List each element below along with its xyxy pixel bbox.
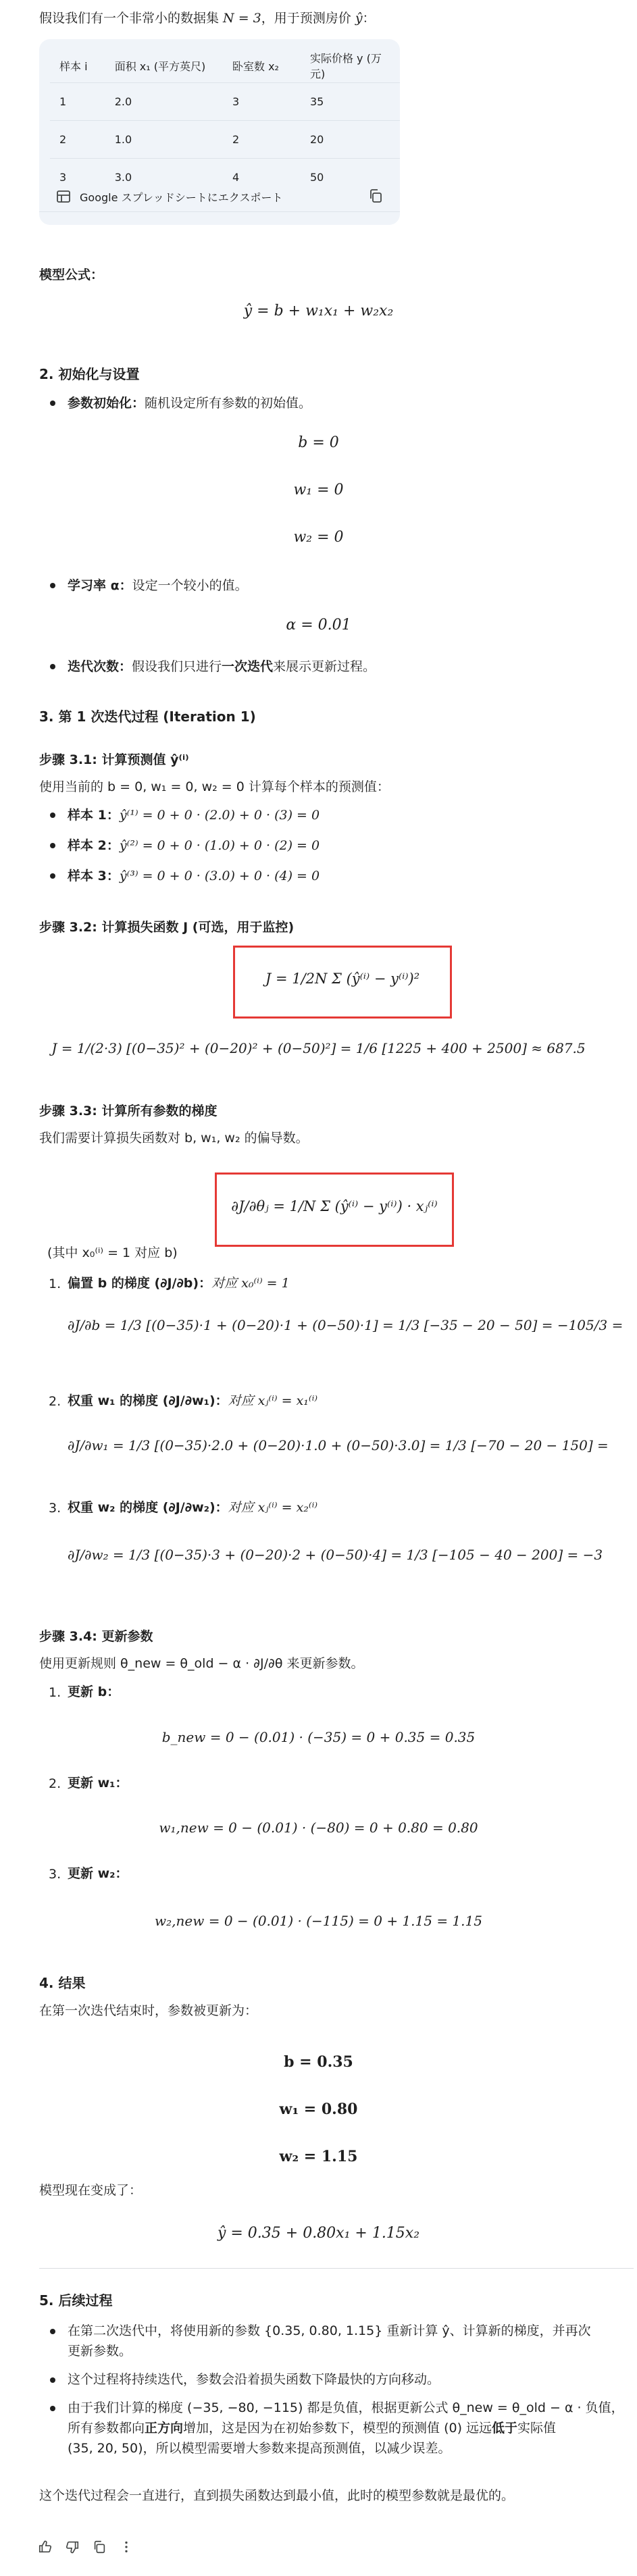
table-cell: 4 [223,159,301,197]
closing-text: 这个迭代过程会一直进行，直到损失函数达到最小值，此时的模型参数就是最优的。 [39,2488,515,2503]
table-header: 样本 i [59,59,88,73]
grad-w2-item [68,1497,317,1518]
text-span: 所有参数都向 [68,2421,145,2436]
iter-label: 迭代次数： [68,659,132,674]
bold-span: 正方向 [145,2421,184,2436]
copy-icon[interactable] [92,2540,107,2554]
eq-b: b = 0 [298,434,339,451]
update-label: 更新 w₂： [68,1866,128,1881]
sample-label: 样本 3： [68,869,120,883]
bullet [50,401,55,406]
table-header: 卧室数 x₂ [232,59,279,73]
sample-expr: ŷ⁽¹⁾ = 0 + 0 · (2.0) + 0 · (3) = 0 [119,808,320,823]
grad-b-expr: ∂J/∂b = 1/3 [(0−35)·1 + (0−20)·1 + (0−50)·1] = 1/3 [−35 − 20 − 50] = −105/3 = [68,1317,623,1333]
intro-colon: ： [362,11,376,26]
table-cell: 3 [50,159,105,197]
intro-text: 假设我们有一个非常小的数据集 [39,11,224,26]
sheets-table-icon [55,188,72,205]
next-step-text: 由于我们计算的梯度 (−35, −80, −115) 都是负值，根据更新公式 θ_new = θ_old − α · 负值， [68,2400,624,2415]
response-actions [38,2540,134,2554]
update-label: 更新 w₁： [68,1776,128,1791]
next-step-text: 更新参数。 [68,2344,132,2359]
list-number: 1. [49,1277,61,1291]
table-header-row [50,49,400,83]
bullet [50,583,55,588]
list-number: 2. [49,1394,61,1409]
table-cell: 2 [50,121,105,159]
list-number: 3. [49,1867,61,1882]
table-cell: 20 [301,121,400,159]
loss-formula: J = 1/2N Σ (ŷ⁽ⁱ⁾ − y⁽ⁱ⁾)² [265,971,420,987]
table-cell: 50 [301,159,400,197]
step-3-3-heading: 步骤 3.3: 计算所有参数的梯度 [39,1104,218,1118]
step-3-2-heading: 步骤 3.2: 计算损失函数 J (可选，用于监控) [39,920,295,935]
lr-label: 学习率 α： [68,578,132,593]
bullet [50,843,55,848]
divider [39,2268,634,2269]
bullet [50,664,55,669]
next-step-item-3 [68,2398,628,2458]
data-table-card [39,39,400,225]
table-row [50,83,400,121]
loss-formula-box [233,946,452,1019]
bullet [50,2406,55,2411]
update-w2-label [68,1863,128,1884]
next-step-text [68,2418,628,2438]
sample-label: 样本 1： [68,808,120,823]
next-step-item-2: 这个过程将持续迭代，参数会沿着损失函数下降最快的方向移动。 [68,2372,440,2387]
param-init-item [68,393,311,413]
list-number: 1. [49,1685,61,1700]
result-w1: w₁ = 0.80 [279,2101,358,2118]
update-w1-expr: w₁,new = 0 − (0.01) · (−80) = 0 + 0.80 = 0.80 [159,1820,478,1836]
bold-span: 低于 [492,2421,518,2436]
bullet [50,2329,55,2334]
eq-w2: w₂ = 0 [293,529,344,546]
intro-line [39,8,376,28]
section-4-heading: 4. 结果 [39,1975,86,1991]
gradient-formula: ∂J/∂θⱼ = 1/N Σ (ŷ⁽ⁱ⁾ − y⁽ⁱ⁾) · xⱼ⁽ⁱ⁾ [231,1198,438,1214]
iter-text-bold: 一次迭代 [222,659,274,674]
gradient-note: (其中 x₀⁽ⁱ⁾ = 1 对应 b) [47,1245,178,1260]
grad-hint: 对应 xⱼ⁽ⁱ⁾ = x₁⁽ⁱ⁾ [228,1393,318,1408]
section-2-heading: 2. 初始化与设置 [39,366,140,382]
intro-text-after: ，用于预测房价 [261,11,355,26]
list-number: 3. [49,1501,61,1516]
table-cell: 35 [301,83,400,121]
yhat-symbol: ŷ [355,11,363,26]
update-w1-label [68,1773,128,1793]
update-b-expr: b_new = 0 − (0.01) · (−35) = 0 + 0.35 = 0.35 [161,1729,476,1745]
thumb-down-icon[interactable] [65,2540,80,2554]
sample-expr: ŷ⁽²⁾ = 0 + 0 · (1.0) + 0 · (2) = 0 [119,838,320,853]
table-header: 实际价格 y (万元) [309,52,382,80]
bullet [50,813,55,818]
update-w2-expr: w₂,new = 0 − (0.01) · (−115) = 0 + 1.15 = 1.15 [155,1913,482,1929]
iterations-item [68,656,376,677]
copy-icon [367,188,384,204]
thumb-up-icon[interactable] [38,2540,53,2554]
grad-label: 权重 w₂ 的梯度 (∂J/∂w₂)： [68,1500,228,1515]
eq-alpha: α = 0.01 [286,617,351,634]
learning-rate-item [68,575,248,596]
param-init-text: 随机设定所有参数的初始值。 [145,396,312,411]
model-now-text: 模型现在变成了： [39,2183,143,2198]
grad-label: 权重 w₁ 的梯度 (∂J/∂w₁)： [68,1393,228,1408]
table-cell: 3 [223,83,301,121]
step-3-1-heading: 步骤 3.1: 计算预测值 ŷ⁽ⁱ⁾ [39,752,189,767]
export-divider [39,211,400,212]
section-3-heading: 3. 第 1 次迭代过程 (Iteration 1) [39,709,256,725]
grad-w1-item [68,1391,317,1411]
final-model-formula: ŷ = 0.35 + 0.80x₁ + 1.15x₂ [217,2225,420,2242]
bullet [50,873,55,879]
next-step-text: (35, 20, 50)，所以模型需要增大参数来提高预测值，以减少误差。 [68,2441,451,2456]
table-cell: 3.0 [105,159,223,197]
eq-w1: w₁ = 0 [293,482,344,498]
table-cell: 1 [50,83,105,121]
loss-calculation: J = 1/(2·3) [(0−35)² + (0−20)² + (0−50)²] = 1/6 [1225 + 400 + 2500] ≈ 687.5 [51,1040,586,1056]
gradient-formula-box [215,1173,454,1247]
sample-label: 样本 2： [68,838,120,853]
more-icon[interactable] [119,2540,134,2554]
sample-3-item [68,866,320,886]
param-init-label: 参数初始化： [68,396,145,411]
n-expr: N = 3 [223,11,261,26]
section-5-heading: 5. 后续过程 [39,2292,113,2309]
table-cell: 2.0 [105,83,223,121]
next-step-item-1 [68,2321,628,2361]
step-3-4-text: 使用更新规则 θ_new = θ_old − α · ∂J/∂θ 来更新参数。 [39,1656,364,1671]
iter-text-end: 来展示更新过程。 [273,659,376,674]
update-label: 更新 b： [68,1684,120,1699]
data-table [50,49,400,196]
text-span: 增加，这是因为在初始参数下，模型的预测值 (0) 远远 [183,2421,492,2436]
sample-expr: ŷ⁽³⁾ = 0 + 0 · (3.0) + 0 · (4) = 0 [119,869,320,883]
table-row [50,121,400,159]
result-w2: w₂ = 1.15 [279,2148,358,2165]
next-step-text: 在第二次迭代中，将使用新的参数 {0.35, 0.80, 1.15} 重新计算 ŷ、计算新的梯度，并再次 [68,2323,591,2338]
step-3-1-text: 使用当前的 b = 0, w₁ = 0, w₂ = 0 计算每个样本的预测值： [39,779,390,794]
grad-w1-expr: ∂J/∂w₁ = 1/3 [(0−35)·2.0 + (0−20)·1.0 + (0−50)·3.0] = 1/3 [−70 − 20 − 150] = [68,1437,609,1453]
sample-2-item [68,835,320,856]
text-span: 实际值 [517,2421,557,2436]
grad-hint: 对应 x₀⁽ⁱ⁾ = 1 [211,1276,290,1291]
sample-1-item [68,805,320,825]
section-4-text: 在第一次迭代结束时，参数被更新为： [39,2003,258,2018]
copy-table-button[interactable] [367,188,384,207]
step-3-4-heading: 步骤 3.4: 更新参数 [39,1629,153,1644]
update-b-label [68,1682,120,1702]
export-to-sheets-button[interactable] [55,186,283,207]
table-cell: 2 [223,121,301,159]
iter-text: 假设我们只进行 [132,659,222,674]
model-formula-heading: 模型公式： [39,267,104,282]
table-header: 面积 x₁ (平方英尺) [114,59,206,73]
table-cell: 1.0 [105,121,223,159]
grad-w2-expr: ∂J/∂w₂ = 1/3 [(0−35)·3 + (0−20)·2 + (0−50)·4] = 1/3 [−105 − 40 − 200] = −3 [68,1547,603,1563]
export-label: Google スプレッドシートにエクスポート [80,190,283,204]
bullet [50,2377,55,2383]
list-number: 2. [49,1776,61,1791]
grad-b-item [68,1273,290,1293]
result-b: b = 0.35 [284,2053,353,2071]
model-formula: ŷ = b + w₁x₁ + w₂x₂ [243,303,394,319]
step-3-3-text: 我们需要计算损失函数对 b, w₁, w₂ 的偏导数。 [39,1131,309,1145]
grad-label: 偏置 b 的梯度 (∂J/∂b)： [68,1276,212,1291]
lr-text: 设定一个较小的值。 [132,578,248,593]
grad-hint: 对应 xⱼ⁽ⁱ⁾ = x₂⁽ⁱ⁾ [228,1500,318,1515]
